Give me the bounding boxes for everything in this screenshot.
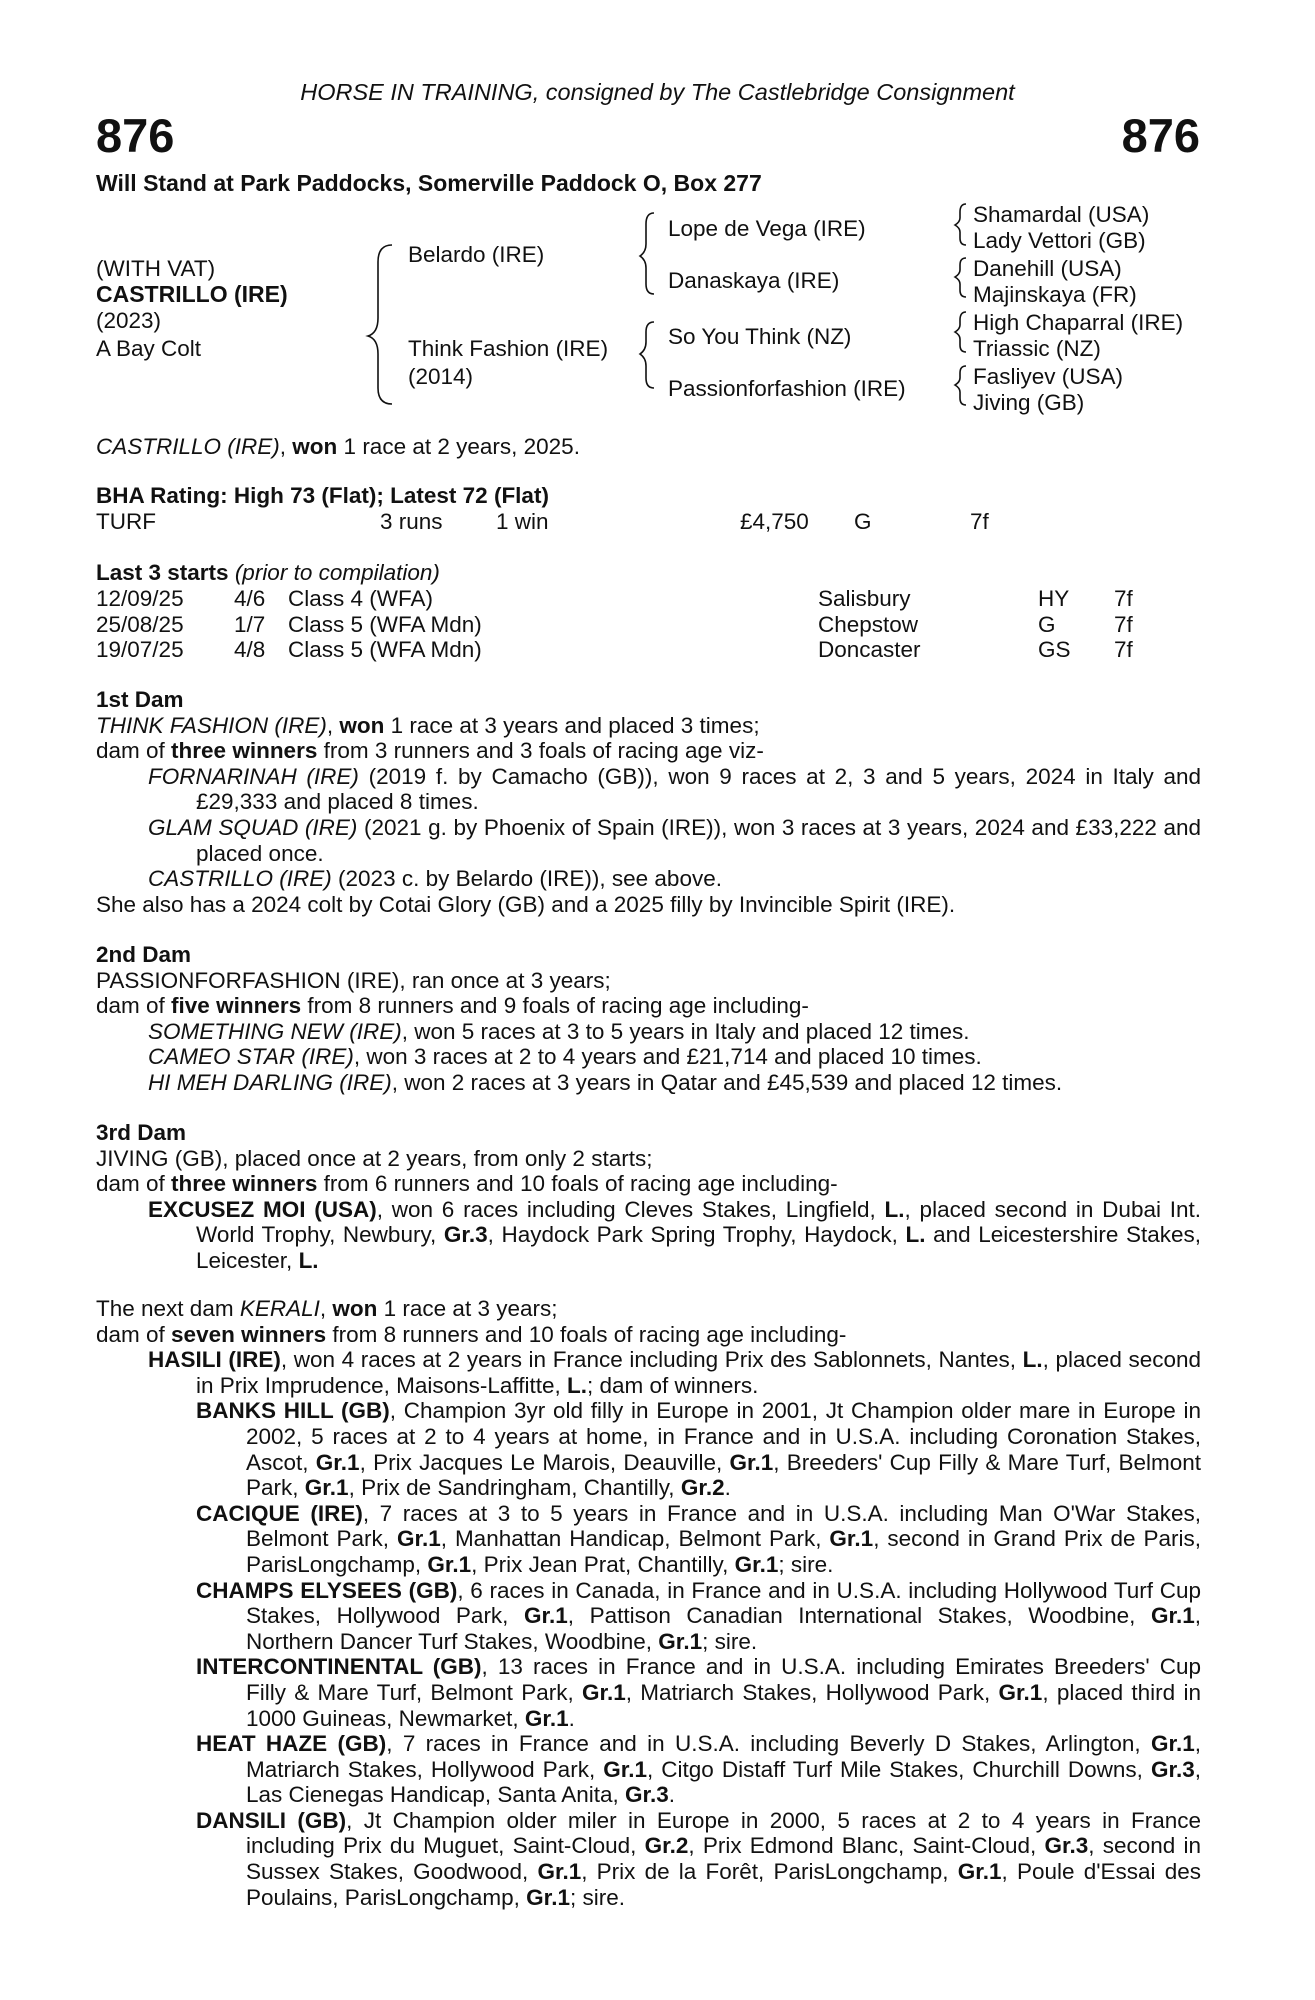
text: , won 3 races at 2 to 4 years and £21,714 and placed 10 times. xyxy=(353,1044,982,1070)
text: dam of xyxy=(96,738,172,764)
last-start-row xyxy=(96,586,1196,612)
text: dam of xyxy=(96,1321,172,1347)
produce-name: SOMETHING NEW (IRE) xyxy=(148,1018,402,1044)
text-bold: seven winners xyxy=(171,1321,327,1347)
text-bold: three winners xyxy=(171,738,318,764)
pedigree-ddd: Jiving (GB) xyxy=(973,390,1085,415)
last-starts-subtitle: (prior to compilation) xyxy=(228,560,440,585)
pedigree-sss: Shamardal (USA) xyxy=(973,202,1150,227)
text: Prix Edmond Blanc, Saint-Cloud, xyxy=(702,1833,1045,1859)
text: , 6 races in Canada, in France and in U.S.A. including Hollywood Turf Cup Stakes, Hollywood Park, xyxy=(246,1577,1202,1629)
pedigree-dam-dam: Passionforfashion (IRE) xyxy=(668,376,906,401)
produce-name: HASILI (IRE) xyxy=(148,1347,281,1373)
start-course: Doncaster xyxy=(818,637,921,663)
produce-name: EXCUSEZ MOI (USA) xyxy=(148,1196,377,1222)
rating-distance: 7f xyxy=(970,509,989,534)
group1-mark: Gr.1 xyxy=(304,1475,349,1501)
produce-name: DANSILI (GB) xyxy=(196,1807,347,1833)
listed-mark: L. xyxy=(567,1372,587,1398)
produce-champs-elysees xyxy=(96,1578,1201,1655)
text: , Champion 3yr old filly in Europe in 2001, Jt Champion older mare in Europe in 2002, 5 races at 2 to 4 years at home, in France and in U.S.A. including Coronation Stakes, Ascot, xyxy=(246,1398,1201,1475)
text-bold: won xyxy=(339,712,385,738)
last-starts-heading: Last 3 starts xyxy=(96,560,229,585)
summary-won: won xyxy=(292,434,338,459)
group1-mark: Gr.1 xyxy=(603,1756,647,1782)
text: , xyxy=(359,1449,374,1475)
stand-location: Will Stand at Park Paddocks, Somerville Paddock O, Box 277 xyxy=(96,170,762,196)
produce-cacique xyxy=(96,1501,1201,1578)
text: Prix de Sandringham, Chantilly, xyxy=(361,1475,681,1501)
group3-mark: Gr.3 xyxy=(1150,1756,1195,1782)
text: ; sire. xyxy=(569,1884,625,1910)
first-dam-line1 xyxy=(96,713,1201,739)
produce-name: CASTRILLO (IRE) xyxy=(148,866,332,892)
text: , Haydock Park Spring Trophy, Haydock, xyxy=(487,1222,906,1248)
text: Manhattan Handicap, Belmont Park, xyxy=(454,1526,830,1552)
group1-mark: Gr.1 xyxy=(537,1859,582,1885)
produce-something-new xyxy=(96,1019,1201,1045)
text: , xyxy=(688,1833,703,1859)
group1-mark: Gr.1 xyxy=(729,1449,774,1475)
second-dam-line2 xyxy=(96,993,1201,1019)
start-going: GS xyxy=(1038,637,1071,663)
produce-name: HI MEH DARLING (IRE) xyxy=(148,1069,392,1095)
text: Poule d'Essai des Poulains, ParisLongchamp, xyxy=(246,1859,1201,1910)
text: Las Cienegas Handicap, Santa Anita, xyxy=(246,1782,626,1808)
text: , xyxy=(647,1756,662,1782)
first-dam-line2 xyxy=(96,738,1201,764)
third-dam-section xyxy=(96,1120,1201,1274)
pedigree-sds: Danehill (USA) xyxy=(973,256,1122,281)
third-dam-line2 xyxy=(96,1171,1201,1197)
next-dam-line1 xyxy=(96,1296,1201,1322)
text: . xyxy=(568,1705,575,1731)
group1-mark: Gr.1 xyxy=(829,1526,874,1552)
text: ; sire. xyxy=(702,1628,758,1654)
text: , xyxy=(625,1679,641,1705)
text: Prix de la Forêt, ParisLongchamp, xyxy=(596,1859,958,1885)
produce-banks-hill xyxy=(96,1398,1201,1500)
produce-dansili xyxy=(96,1808,1201,1910)
text: from 8 runners and 10 foals of racing age including- xyxy=(326,1321,847,1347)
text: Breeders' Cup Filly & Mare Turf, Belmont Park, xyxy=(246,1449,1201,1501)
text: from 6 runners and 10 foals of racing age including- xyxy=(317,1171,838,1197)
text: ; dam of winners. xyxy=(587,1372,759,1398)
first-dam-also: She also has a 2024 colt by Cotai Glory (GB) and a 2025 filly by Invincible Spirit (IRE). xyxy=(96,891,956,917)
text: . xyxy=(724,1475,731,1501)
listed-mark: L. xyxy=(905,1222,926,1248)
rating-prize: £4,750 xyxy=(740,509,809,534)
text: , xyxy=(1194,1731,1201,1757)
group2-mark: Gr.2 xyxy=(644,1833,689,1859)
start-distance: 7f xyxy=(1114,611,1133,637)
text: dam of xyxy=(96,993,172,1019)
text: , won 2 races at 3 years in Qatar and £45,539 and placed 12 times. xyxy=(391,1069,1063,1095)
produce-name: GLAM SQUAD (IRE) xyxy=(148,814,358,840)
text: (2019 f. by Camacho (GB)), won 9 races at 2, 3 and 5 years, 2024 in Italy and £29,333 and placed 8 times. xyxy=(196,763,1202,815)
group1-mark: Gr.1 xyxy=(998,1679,1043,1705)
produce-name: HEAT HAZE (GB) xyxy=(196,1731,387,1757)
text: 1 race at 3 years and placed 3 times; xyxy=(384,712,760,738)
text: Matriarch Stakes, Hollywood Park, xyxy=(640,1679,999,1705)
next-dam-line2 xyxy=(96,1322,1201,1348)
group1-mark: Gr.1 xyxy=(396,1526,441,1552)
start-date: 19/07/25 xyxy=(96,637,184,663)
pedigree-sire-sire: Lope de Vega (IRE) xyxy=(668,216,866,241)
text: Prix Jean Prat, Chantilly, xyxy=(483,1551,735,1577)
text: , 13 races in France and in U.S.A. including Emirates Breeders' Cup Filly & Mare Turf, Belmont Park, xyxy=(246,1654,1201,1705)
produce-name: CHAMPS ELYSEES (GB) xyxy=(196,1577,458,1603)
produce-name: INTERCONTINENTAL (GB) xyxy=(196,1654,482,1680)
produce-castrillo xyxy=(96,866,1201,892)
group3-mark: Gr.3 xyxy=(625,1782,669,1808)
group1-mark: Gr.1 xyxy=(734,1551,779,1577)
produce-name: CACIQUE (IRE) xyxy=(196,1500,363,1526)
horse-name: CASTRILLO (IRE) xyxy=(96,281,288,307)
text-bold: won xyxy=(332,1296,378,1321)
horse-description: A Bay Colt xyxy=(96,336,202,361)
start-position: 4/6 xyxy=(234,586,266,611)
lot-number-left: 876 xyxy=(96,109,175,162)
text: placed third in 1000 Guineas, Newmarket, xyxy=(246,1679,1201,1731)
group2-mark: Gr.2 xyxy=(680,1475,725,1501)
pedigree-ssd: Lady Vettori (GB) xyxy=(973,228,1146,253)
text: , xyxy=(319,1296,333,1321)
brace-ds xyxy=(955,312,966,352)
group3-mark: Gr.3 xyxy=(1044,1833,1089,1859)
text: , xyxy=(581,1859,597,1885)
bha-rating-title: BHA Rating: High 73 (Flat); Latest 72 (Flat) xyxy=(96,483,549,508)
group1-mark: Gr.1 xyxy=(526,1884,570,1910)
produce-excusez-moi xyxy=(96,1197,1201,1274)
text: . xyxy=(668,1782,676,1808)
brace-dd xyxy=(955,366,966,405)
text: The next dam xyxy=(96,1296,240,1321)
rating-surface: TURF xyxy=(96,509,156,534)
pedigree-sdd: Majinskaya (FR) xyxy=(973,282,1137,307)
produce-heat-haze xyxy=(96,1731,1201,1808)
text: , xyxy=(440,1526,455,1552)
text: Prix Jacques Le Marois, Deauville, xyxy=(373,1449,730,1475)
pedigree-dsd: Triassic (NZ) xyxy=(973,336,1101,361)
third-dam-heading: 3rd Dam xyxy=(96,1120,187,1145)
text: ; sire. xyxy=(778,1551,834,1577)
pedigree-sire: Belardo (IRE) xyxy=(408,242,545,267)
last-start-row xyxy=(96,637,1196,663)
text: , won 5 races at 3 to 5 years in Italy and placed 12 times. xyxy=(401,1018,970,1044)
group1-mark: Gr.1 xyxy=(658,1628,703,1654)
brace-dam xyxy=(640,322,654,388)
text: , xyxy=(873,1526,888,1552)
text: , xyxy=(1194,1756,1201,1782)
start-date: 12/09/25 xyxy=(96,586,184,611)
text: , 7 races in France and in U.S.A. including Beverly D Stakes, Arlington, xyxy=(386,1731,1151,1757)
text: dam of xyxy=(96,1171,172,1197)
text: , xyxy=(326,712,340,738)
start-position: 1/7 xyxy=(234,611,266,637)
second-dam-line1: PASSIONFORFASHION (IRE), ran once at 3 years; xyxy=(96,967,611,993)
start-position: 4/8 xyxy=(234,637,266,663)
produce-intercontinental xyxy=(96,1654,1201,1731)
text: second in Sussex Stakes, Goodwood, xyxy=(246,1833,1201,1885)
pedigree-dam-year: (2014) xyxy=(408,364,474,389)
summary-rest: 1 race at 2 years, 2025. xyxy=(337,434,580,459)
text: , won 6 races including Cleves Stakes, Lingfield, xyxy=(376,1196,885,1222)
text: 1 race at 3 years; xyxy=(377,1296,558,1321)
text: , xyxy=(567,1603,590,1629)
text: , xyxy=(773,1449,787,1475)
produce-glam-squad xyxy=(96,815,1201,866)
vat-label: (WITH VAT) xyxy=(96,256,216,281)
text: , won 4 races at 2 years in France including Prix des Sablonnets, Nantes, xyxy=(280,1347,1023,1373)
produce-cameo-star xyxy=(96,1044,1201,1070)
text: (2021 g. by Phoenix of Spain (IRE)), won 3 races at 3 years, 2024 and £33,222 and placed once. xyxy=(196,814,1201,866)
text-bold: three winners xyxy=(171,1171,318,1197)
pedigree-dds: Fasliyev (USA) xyxy=(973,364,1124,389)
rating-runs: 3 runs xyxy=(380,509,443,534)
group3-mark: Gr.3 xyxy=(443,1222,488,1248)
brace-sd xyxy=(955,258,966,297)
second-dam-heading: 2nd Dam xyxy=(96,942,192,967)
text: Citgo Distaff Turf Mile Stakes, Churchill Downs, xyxy=(661,1756,1151,1782)
group1-mark: Gr.1 xyxy=(1150,1603,1195,1629)
text: , Jt Champion older miler in Europe in 2000, 5 races at 2 to 4 years in France including Prix du Muguet, Saint-Cloud, xyxy=(246,1807,1201,1859)
brace-ss xyxy=(955,204,966,245)
brace-main xyxy=(368,245,392,404)
consignment-line: HORSE IN TRAINING, consigned by The Castlebridge Consignment xyxy=(300,79,1015,105)
text: , placed second in Dubai Int. World Trophy, Newbury, xyxy=(196,1196,1201,1248)
rating-wins: 1 win xyxy=(496,509,549,534)
brace-sire xyxy=(640,213,654,294)
text: second in Grand Prix de Paris, ParisLongchamp, xyxy=(246,1526,1201,1577)
race-summary xyxy=(96,434,580,460)
group1-mark: Gr.1 xyxy=(524,1705,569,1731)
start-date: 25/08/25 xyxy=(96,611,184,637)
text: from 8 runners and 9 foals of racing age including- xyxy=(301,993,809,1019)
summary-horse-name: CASTRILLO (IRE) xyxy=(96,434,280,459)
produce-fornarinah xyxy=(96,764,1201,815)
text: Matriarch Stakes, Hollywood Park, xyxy=(246,1756,604,1782)
listed-mark: L. xyxy=(884,1196,905,1222)
produce-name: CAMEO STAR (IRE) xyxy=(148,1044,354,1070)
rating-record-row xyxy=(96,509,1196,535)
group1-mark: Gr.1 xyxy=(523,1603,568,1629)
group1-mark: Gr.1 xyxy=(427,1551,472,1577)
group1-mark: Gr.1 xyxy=(581,1679,626,1705)
group1-mark: Gr.1 xyxy=(1150,1731,1195,1757)
start-class: Class 5 (WFA Mdn) xyxy=(288,611,482,637)
text: , xyxy=(348,1475,362,1501)
text: , 7 races at 3 to 5 years in France and in U.S.A. including Man O'War Stakes, Belmont Park, xyxy=(246,1500,1202,1552)
pedigree-dam-sire: So You Think (NZ) xyxy=(668,324,852,349)
text: , xyxy=(1088,1833,1103,1859)
produce-name: BANKS HILL (GB) xyxy=(196,1398,390,1424)
last-starts-title xyxy=(96,560,440,586)
produce-hasili xyxy=(96,1347,1201,1398)
listed-mark: L. xyxy=(1022,1347,1043,1373)
text: (2023 c. by Belardo (IRE)), see above. xyxy=(331,866,722,892)
text: , placed second in Prix Imprudence, Maisons-Laffitte, xyxy=(196,1347,1201,1398)
next-dam-section xyxy=(96,1296,1201,1910)
next-dam-name: KERALI xyxy=(239,1296,320,1321)
start-distance: 7f xyxy=(1114,637,1133,663)
produce-hi-meh-darling xyxy=(96,1070,1201,1096)
text: and Leicestershire Stakes, Leicester, xyxy=(196,1222,1201,1273)
start-class: Class 4 (WFA) xyxy=(288,586,434,611)
pedigree-sire-dam: Danaskaya (IRE) xyxy=(668,268,840,293)
text: , xyxy=(1042,1679,1057,1705)
group1-mark: Gr.1 xyxy=(315,1449,360,1475)
horse-year: (2023) xyxy=(96,308,162,333)
text: , xyxy=(471,1551,484,1577)
produce-name: FORNARINAH (IRE) xyxy=(148,763,359,789)
pedigree-dss: High Chaparral (IRE) xyxy=(973,310,1184,335)
group1-mark: Gr.1 xyxy=(957,1859,1002,1885)
start-class: Class 5 (WFA Mdn) xyxy=(288,637,482,663)
text: from 3 runners and 3 foals of racing age viz- xyxy=(317,738,764,764)
listed-mark: L. xyxy=(298,1247,319,1273)
rating-going: G xyxy=(854,509,872,534)
first-dam-name: THINK FASHION (IRE) xyxy=(96,712,327,738)
text: Pattison Canadian International Stakes, Woodbine, xyxy=(589,1603,1151,1629)
second-dam-section xyxy=(96,942,1201,1096)
first-dam-section xyxy=(96,687,1201,917)
third-dam-line1: JIVING (GB), placed once at 2 years, from only 2 starts; xyxy=(96,1145,653,1171)
last-start-row xyxy=(96,612,1196,638)
start-distance: 7f xyxy=(1114,586,1133,611)
start-going: G xyxy=(1038,611,1056,637)
pedigree-dam: Think Fashion (IRE) xyxy=(408,336,609,361)
text: , xyxy=(1001,1859,1017,1885)
start-course: Chepstow xyxy=(818,611,919,637)
lot-number-right: 876 xyxy=(1121,109,1200,162)
text: Northern Dancer Turf Stakes, Woodbine, xyxy=(246,1628,659,1654)
first-dam-heading: 1st Dam xyxy=(96,687,184,712)
start-going: HY xyxy=(1038,586,1070,611)
text: , xyxy=(1194,1603,1201,1629)
start-course: Salisbury xyxy=(818,586,911,611)
summary-sep: , xyxy=(279,434,293,459)
text-bold: five winners xyxy=(171,993,302,1019)
